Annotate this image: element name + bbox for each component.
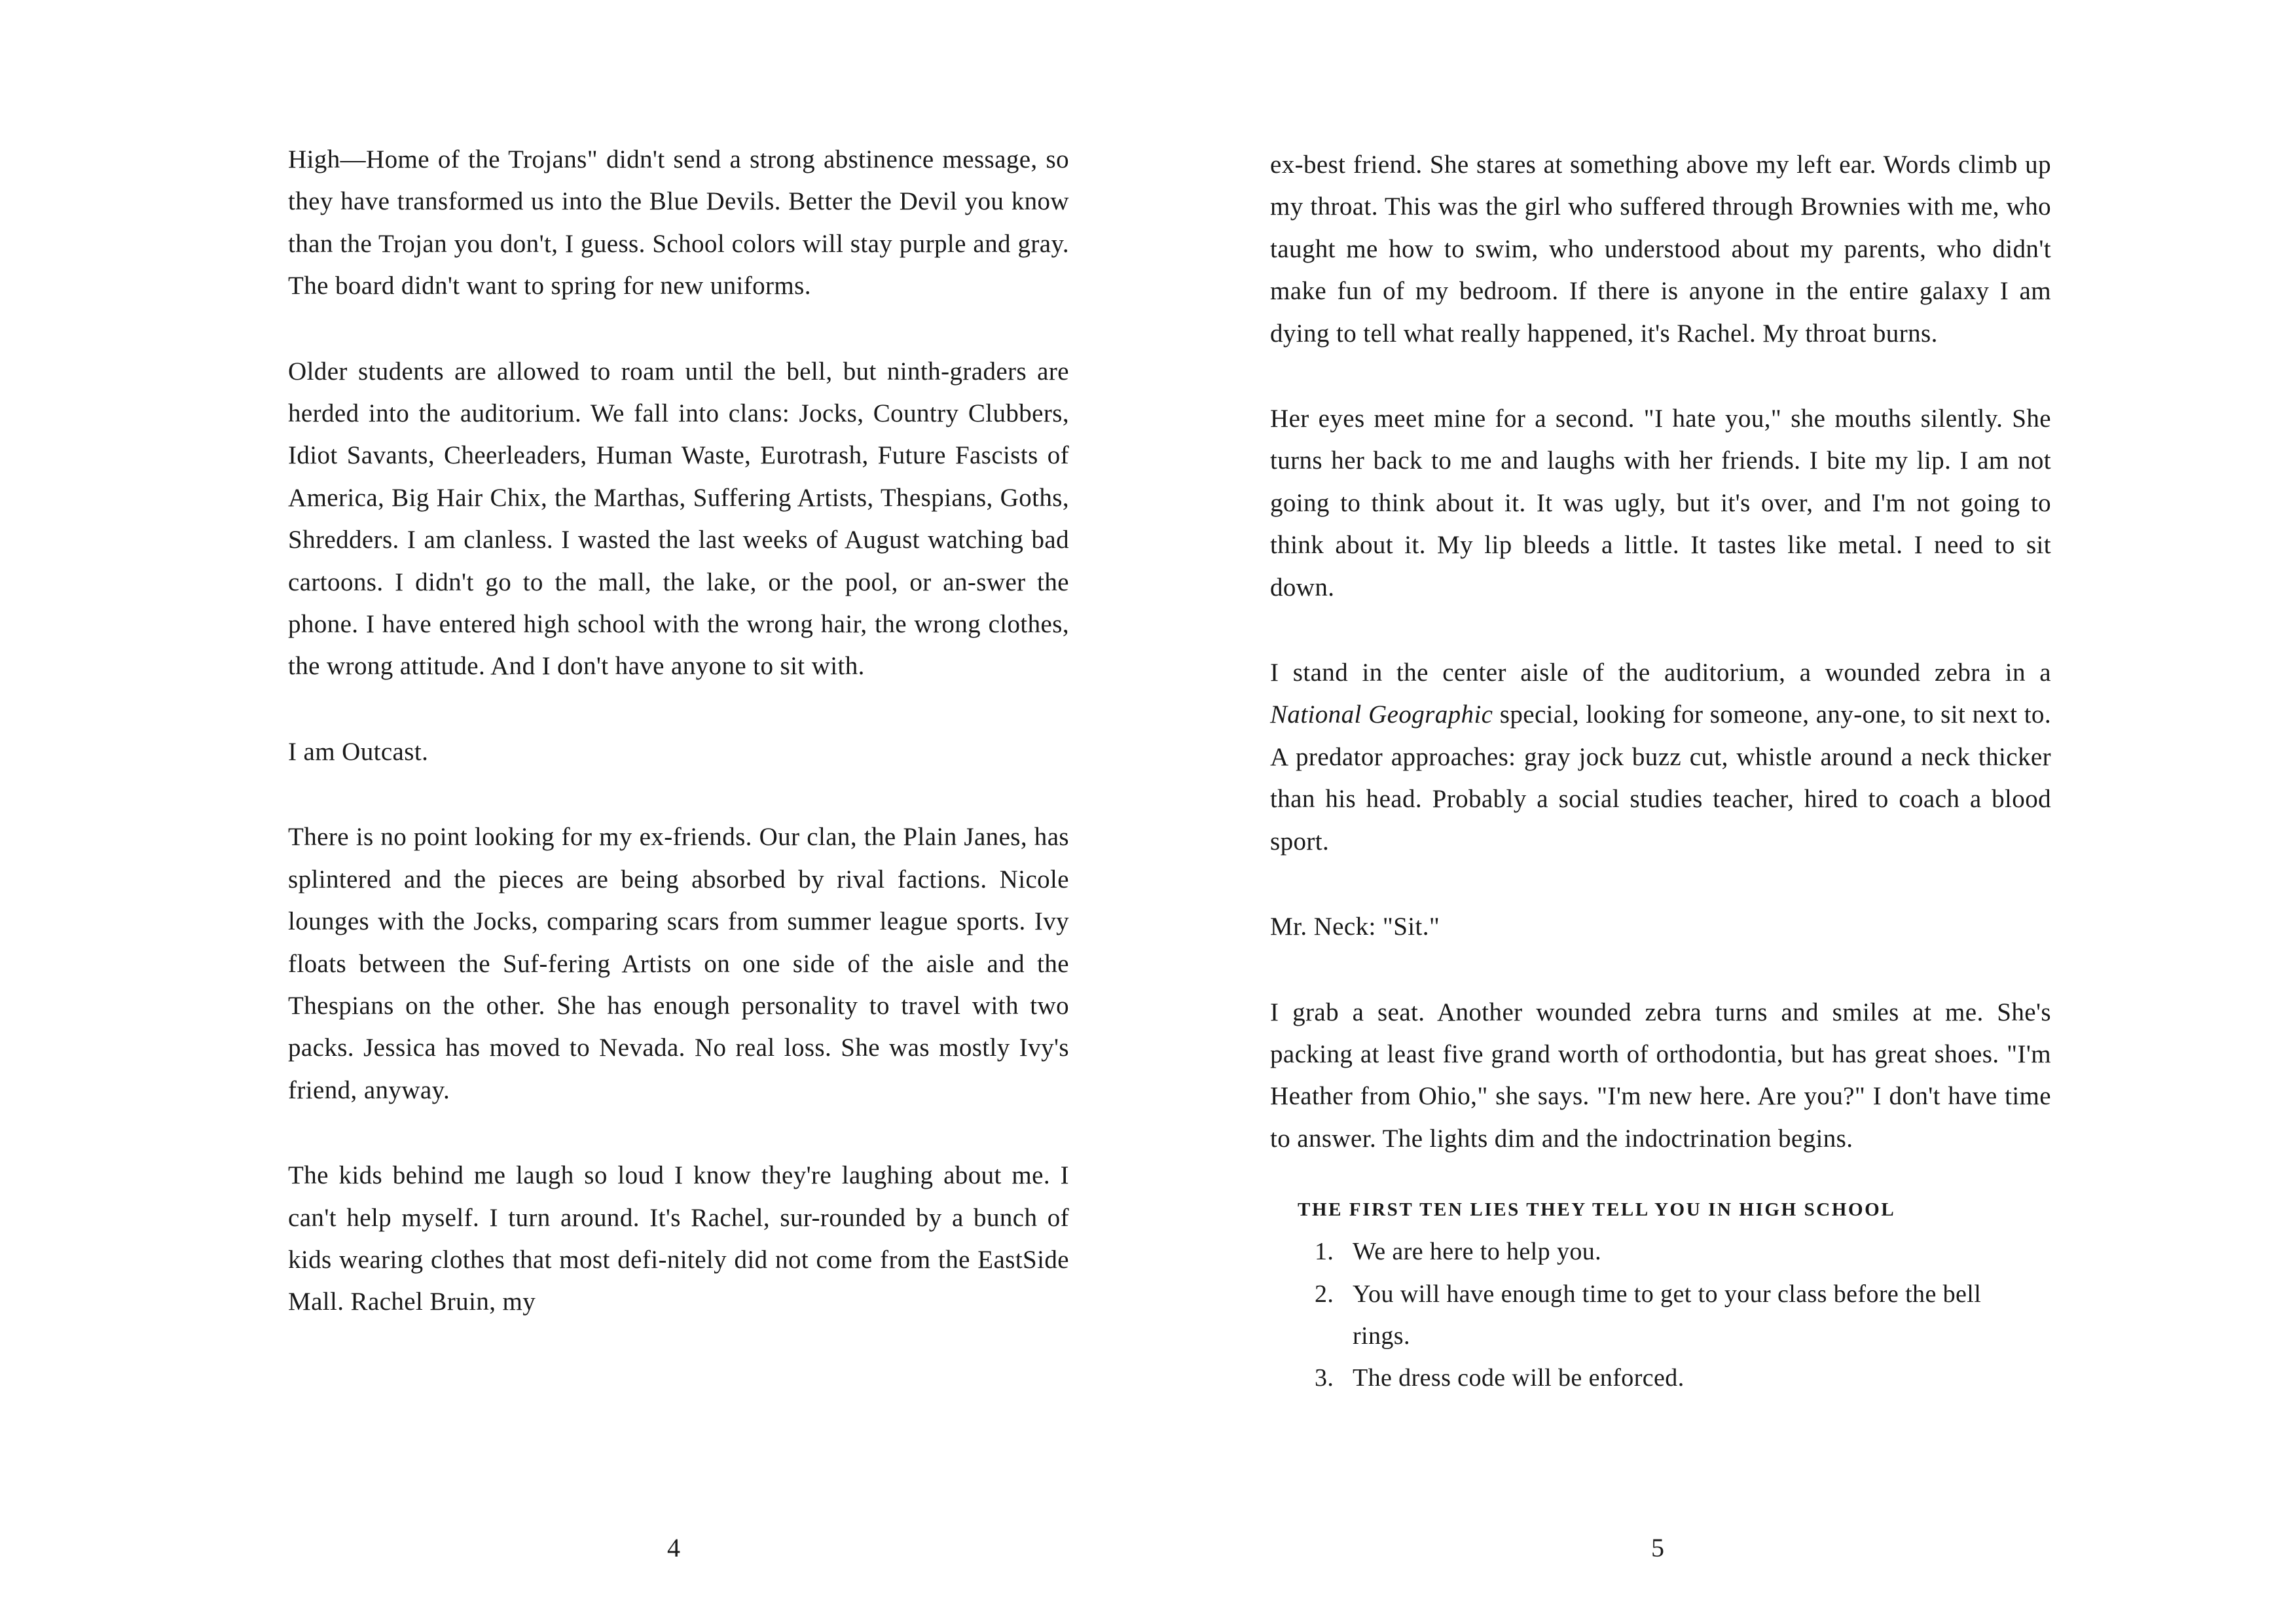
- list-heading: THE FIRST TEN LIES THEY TELL YOU IN HIGH SCHOOL: [1298, 1199, 1896, 1221]
- page-number: 5: [1651, 1533, 1664, 1562]
- list-item-text: You will have enough time to get to your class before the bell rings.: [1353, 1280, 1982, 1350]
- page-number: 4: [667, 1533, 680, 1562]
- paragraph: Her eyes meet mine for a second. "I hate you," she mouths silently. She turns her back to me and laughs with her friends. I bite my lip. I am not going to think about it. It was ugly, but it's over, and I'm not going to think about it. My lip bleeds a little. It tastes like metal. I need to sit down.: [1270, 405, 2051, 602]
- right-page: [1148, 0, 2296, 1624]
- list-item: [1270, 1357, 2051, 1399]
- paragraph-text: special, looking for someone, any-one, to sit next to. A predator approaches: gray jock buzz cut, whistle around a neck thicker than his head. Probably a social studies teacher, hired to coach a blood sport.: [1270, 700, 2051, 856]
- paragraph: There is no point looking for my ex-friends. Our clan, the Plain Janes, has splintered and the pieces are being absorbed by rival factions. Nicole lounges with the Jocks, comparing scars from summer league sports. Ivy floats between the Suf-fering Artists on one side of the aisle and the Thespians on the other. She has enough personality to travel with two packs. Jessica has moved to Nevada. No real loss. She was mostly Ivy's friend, anyway.: [288, 823, 1069, 1104]
- list-item: [1270, 1273, 2051, 1358]
- paragraph: I am Outcast.: [288, 737, 429, 766]
- paragraph: High—Home of the Trojans" didn't send a strong abstinence message, so they have transformed us into the Blue Devils. Better the Devil you know than the Trojan you don't, I guess. School colors will stay purple and gray. The board didn't want to spring for new uniforms.: [288, 145, 1069, 300]
- left-page-text: [288, 139, 1069, 1324]
- list-item-number: 2.: [1315, 1280, 1334, 1308]
- paragraph: The kids behind me laugh so loud I know they're laughing about me. I can't help myself. I turn around. It's Rachel, sur-rounded by a bunch of kids wearing clothes that most defi-nitely did not come from the EastSide Mall. Rachel Bruin, my: [288, 1161, 1069, 1316]
- list-item-text: The dress code will be enforced.: [1353, 1364, 1685, 1392]
- magazine-title: National Geographic: [1270, 700, 1493, 729]
- list-item-text: We are here to help you.: [1353, 1238, 1602, 1266]
- list-item: [1270, 1231, 2051, 1272]
- list-item-number: 3.: [1315, 1364, 1334, 1392]
- lies-list: [1270, 1231, 2051, 1399]
- right-page-text: [1270, 144, 2051, 1399]
- paragraph: I grab a seat. Another wounded zebra turns and smiles at me. She's packing at least five grand worth of orthodontia, but has great shoes. "I'm Heather from Ohio," she says. "I'm new here. Are you?" I don't have time to answer. The lights dim and the indoctrination begins.: [1270, 998, 2051, 1153]
- paragraph-text: I stand in the center aisle of the auditorium, a wounded zebra in a: [1270, 659, 2051, 687]
- paragraph: Older students are allowed to roam until the bell, but ninth-graders are herded into the auditorium. We fall into clans: Jocks, Country Clubbers, Idiot Savants, Cheerleaders, Human Waste, Eurotrash, Future Fascists of America, Big Hair Chix, the Marthas, Suffering Artists, Thespians, Goths, Shredders. I am clanless. I wasted the last weeks of August watching bad cartoons. I didn't go to the mall, the lake, or the pool, or an-swer the phone. I have entered high school with the wrong hair, the wrong clothes, the wrong attitude. And I don't have anyone to sit with.: [288, 357, 1069, 681]
- paragraph: [1270, 652, 2051, 863]
- paragraph: ex-best friend. She stares at something above my left ear. Words climb up my throat. This was the girl who suffered through Brownies with me, who taught me how to swim, who understood about my parents, who didn't make fun of my bedroom. If there is anyone in the entire galaxy I am dying to tell what really happened, it's Rachel. My throat burns.: [1270, 151, 2051, 348]
- list-item-number: 1.: [1315, 1238, 1334, 1266]
- paragraph: Mr. Neck: "Sit.": [1270, 912, 1440, 941]
